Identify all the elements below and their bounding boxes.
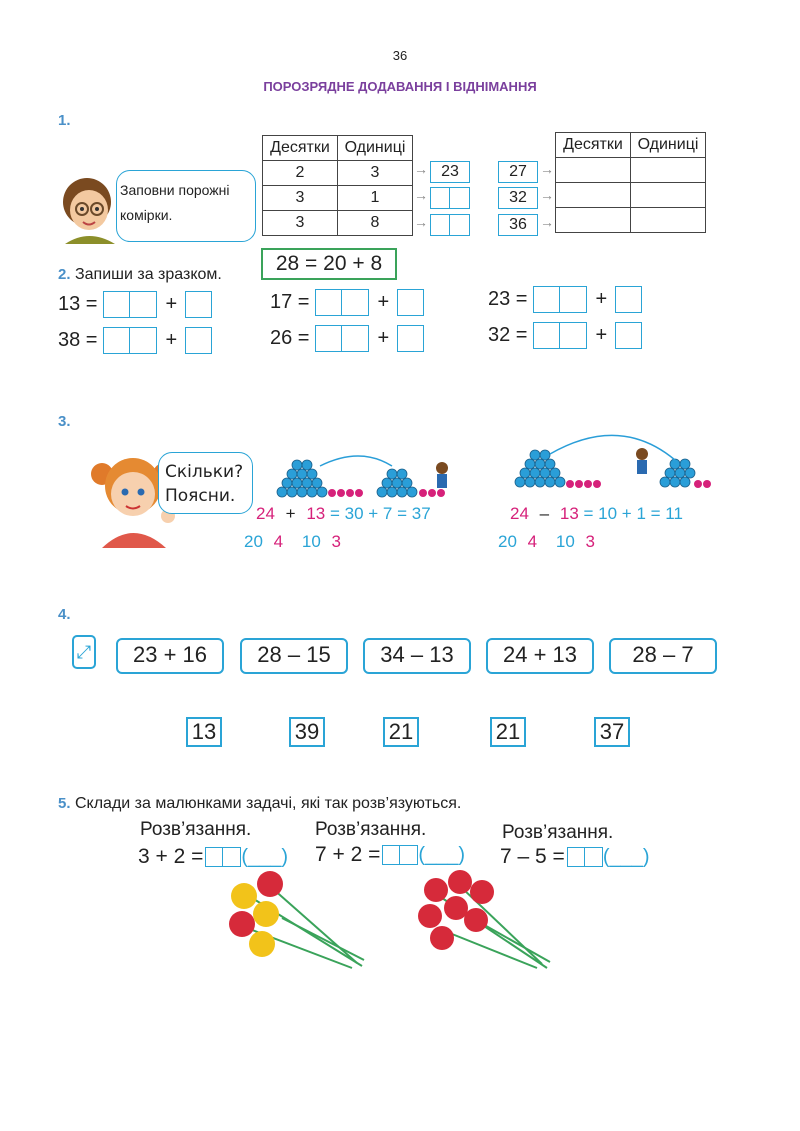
decompose-row — [488, 286, 642, 313]
page-number: 36 — [392, 48, 408, 63]
answer-input[interactable] — [567, 847, 603, 867]
operand: 13 — [559, 504, 579, 523]
result-input-box[interactable] — [430, 214, 470, 236]
equation-label: 17 = — [270, 291, 310, 313]
decompose-row — [488, 322, 642, 349]
split-part: 4 — [527, 532, 538, 551]
expression-rest: = 10 + 1 = 11 — [583, 504, 683, 523]
cell: 3 — [263, 186, 338, 211]
equation-label: 26 = — [270, 327, 310, 349]
header-units: Одиниці — [631, 133, 706, 158]
units-input[interactable] — [615, 286, 642, 313]
task5-heading — [58, 795, 461, 813]
units-input[interactable] — [615, 322, 642, 349]
tens-input[interactable] — [533, 286, 560, 313]
solution-equation — [500, 845, 650, 869]
tens-input[interactable] — [315, 289, 342, 316]
task2-heading — [58, 266, 222, 284]
units-input[interactable] — [185, 291, 212, 318]
beads-illustration — [260, 448, 460, 500]
split-part: 10 — [301, 532, 321, 551]
unit-paren: (___) — [241, 845, 289, 868]
empty-cell[interactable] — [556, 158, 631, 183]
tens-input[interactable] — [130, 327, 157, 354]
arrow-right-icon: → — [540, 214, 554, 230]
arrow-right-icon: → — [414, 161, 428, 177]
operator: + — [285, 504, 296, 523]
plus-sign: + — [595, 288, 608, 310]
expression-card[interactable]: 34 – 13 — [363, 638, 471, 674]
task2-number: 2. — [58, 266, 71, 283]
expression-rest: = 30 + 7 = 37 — [329, 504, 431, 523]
split-part: 10 — [555, 532, 575, 551]
header-tens: Десятки — [556, 133, 631, 158]
mixed-bouquet-illustration — [222, 868, 370, 970]
solution-equation — [315, 843, 465, 867]
page-title: ПОРОЗРЯДНЕ ДОДАВАННЯ І ВІДНІМАННЯ — [263, 79, 537, 94]
plus-sign: + — [165, 293, 178, 315]
equation-label: 32 = — [488, 324, 528, 346]
equation-text: 7 – 5 = — [500, 845, 565, 868]
split-part: 20 — [244, 532, 263, 551]
solution-label: Розв’язання. — [502, 822, 614, 843]
plus-sign: + — [377, 327, 390, 349]
operand: 24 — [510, 504, 529, 523]
split-part: 3 — [585, 532, 595, 551]
cell: 1 — [338, 186, 413, 211]
cell: 3 — [263, 211, 338, 236]
solution-label: Розв’язання. — [315, 819, 427, 840]
answer-card[interactable]: 21 — [383, 717, 419, 747]
split-part: 20 — [498, 532, 517, 551]
unit-paren: (___) — [418, 843, 466, 866]
speech-text: Заповни порожні комірки. — [120, 182, 230, 223]
solution-equation — [138, 845, 288, 869]
empty-cell[interactable] — [631, 158, 706, 183]
equation-text: 7 + 2 = — [315, 843, 381, 866]
units-input[interactable] — [397, 289, 424, 316]
equation-label: 38 = — [58, 329, 98, 351]
tens-input[interactable] — [533, 322, 560, 349]
result-input-box[interactable] — [430, 187, 470, 209]
number-box: 32 — [498, 187, 538, 209]
plus-sign: + — [377, 291, 390, 313]
split-left — [244, 532, 341, 552]
arrow-right-icon: → — [414, 214, 428, 230]
units-input[interactable] — [397, 325, 424, 352]
split-part: 3 — [331, 532, 341, 551]
sample-box: 28 = 20 + 8 — [261, 248, 397, 280]
task4-number: 4. — [58, 606, 71, 623]
header-tens: Десятки — [263, 136, 338, 161]
tens-input[interactable] — [560, 286, 587, 313]
task5-number: 5. — [58, 795, 71, 812]
decompose-row — [58, 291, 212, 318]
red-bouquet-illustration — [412, 868, 552, 970]
expression-right — [510, 504, 683, 524]
split-right — [498, 532, 595, 552]
tens-input[interactable] — [342, 325, 369, 352]
decompose-row — [270, 325, 424, 352]
arrow-right-icon: → — [414, 187, 428, 203]
answer-input[interactable] — [205, 847, 241, 867]
solution-label: Розв’язання. — [140, 819, 252, 840]
number-box: 36 — [498, 214, 538, 236]
task1-number: 1. — [58, 112, 71, 129]
arrow-right-icon: → — [540, 161, 554, 177]
cell: 2 — [263, 161, 338, 186]
answer-card[interactable]: 21 — [490, 717, 526, 747]
tens-input[interactable] — [103, 291, 130, 318]
tens-units-table-right — [555, 132, 706, 233]
unit-paren: (___) — [602, 845, 650, 868]
task2-text: Запиши за зразком. — [74, 266, 222, 283]
match-lines-icon: ⤢ — [72, 635, 96, 669]
tens-input[interactable] — [315, 325, 342, 352]
boy-illustration — [55, 172, 125, 244]
answer-card[interactable]: 39 — [289, 717, 325, 747]
answer-card[interactable]: 13 — [186, 717, 222, 747]
plus-sign: + — [595, 324, 608, 346]
expression-card[interactable]: 24 + 13 — [486, 638, 594, 674]
empty-cell[interactable] — [631, 183, 706, 208]
decompose-row — [270, 289, 424, 316]
operand: 24 — [256, 504, 275, 523]
tens-input[interactable] — [342, 289, 369, 316]
empty-cell[interactable] — [556, 208, 631, 233]
task5-text: Склади за малюнками задачі, які так розв’язуються. — [74, 795, 462, 812]
tens-input[interactable] — [560, 322, 587, 349]
cell: 3 — [338, 161, 413, 186]
equation-text: 3 + 2 = — [138, 845, 204, 868]
units-input[interactable] — [185, 327, 212, 354]
answer-input[interactable] — [382, 845, 418, 865]
operator: – — [539, 504, 550, 523]
beads-illustration — [510, 432, 720, 502]
tens-input[interactable] — [130, 291, 157, 318]
plus-sign: + — [165, 329, 178, 351]
cell: 8 — [338, 211, 413, 236]
task3-number: 3. — [58, 413, 71, 430]
expression-card[interactable]: 28 – 7 — [609, 638, 717, 674]
tens-input[interactable] — [103, 327, 130, 354]
speech-text — [165, 460, 243, 508]
tens-units-table-left — [262, 135, 413, 236]
arrow-right-icon: → — [540, 187, 554, 203]
empty-cell[interactable] — [556, 183, 631, 208]
result-box: 23 — [430, 161, 470, 183]
expression-card[interactable]: 28 – 15 — [240, 638, 348, 674]
equation-label: 13 = — [58, 293, 98, 315]
speech-line: Скільки? — [165, 462, 244, 482]
equation-label: 23 = — [488, 288, 528, 310]
header-units: Одиниці — [338, 136, 413, 161]
operand: 13 — [306, 504, 326, 523]
answer-card[interactable]: 37 — [594, 717, 630, 747]
expression-card[interactable]: 23 + 16 — [116, 638, 224, 674]
decompose-row — [58, 327, 212, 354]
empty-cell[interactable] — [631, 208, 706, 233]
speech-line: Поясни. — [165, 486, 236, 506]
split-part: 4 — [273, 532, 284, 551]
expression-left — [256, 504, 431, 524]
number-box: 27 — [498, 161, 538, 183]
